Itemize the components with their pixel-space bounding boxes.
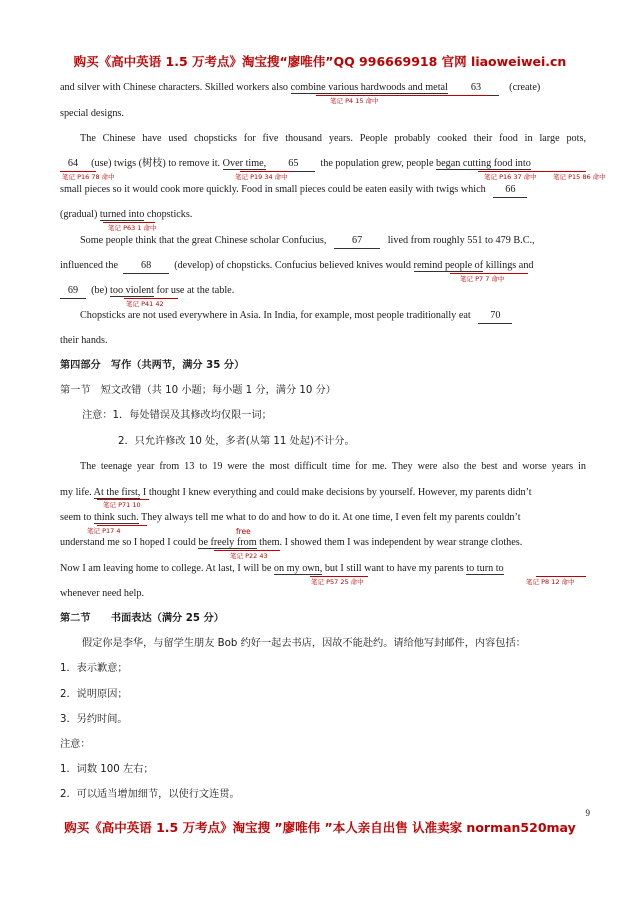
- cloze-line-2: special designs.: [60, 108, 124, 119]
- section4-sec1-title: 第一节 短文改错（共 10 小题；每小题 1 分，满分 10 分）: [60, 385, 336, 396]
- blank-69: 69: [60, 284, 86, 299]
- cloze-line-3: The Chinese have used chopsticks for five thousand years. People probably cooked their food in large pots,: [80, 133, 586, 144]
- margin-note: 笔记 P17 4: [87, 527, 121, 535]
- correction-note: free: [236, 527, 251, 536]
- blank-67: 67: [334, 234, 380, 249]
- section2-title: 第二节 书面表达（满分 25 分）: [60, 613, 224, 624]
- blank-66: 66: [493, 183, 527, 198]
- blank-65: 65: [271, 157, 315, 172]
- margin-note: 笔记 P41 42: [126, 300, 164, 308]
- highlighted-phrase: combine various hardwoods and metal: [290, 82, 448, 93]
- blank-64: 64: [60, 157, 86, 172]
- margin-note: 笔记 P15 86 命中: [553, 173, 606, 181]
- margin-note: 笔记 P57 25 命中: [311, 578, 364, 586]
- cloze-line-1: and silver with Chinese characters. Skilled workers also combine various hardwoods and metal 63 (create): [60, 81, 586, 96]
- margin-note: 笔记 P63 1 命中: [108, 224, 157, 232]
- cloze-line-10: Chopsticks are not used everywhere in Asia. In India, for example, most people traditionally eat 70: [80, 309, 586, 324]
- margin-note: 笔记 P22 43: [230, 552, 268, 560]
- margin-note: 笔记 P19 34 命中: [235, 173, 288, 181]
- cloze-line-5: small pieces so it would cook more quickly. Food in small pieces could be eaten easily with twigs which 66: [60, 183, 586, 198]
- cloze-line-9: 69 (be) too violent for use at the table.: [60, 284, 586, 299]
- blank-70: 70: [478, 309, 512, 324]
- essay-line-4: understand me so I hoped I could be freely from them. I showed them I was independent by wear strange clothes.: [60, 537, 523, 548]
- margin-note: 笔记 P8 12 命中: [526, 578, 575, 586]
- page-number: 9: [585, 808, 590, 818]
- promo-banner-bottom: 购买《高中英语 1.5 万考点》淘宝搜 ”廖唯伟 ”本人亲自出售 认准卖家 norman520may: [64, 820, 576, 835]
- margin-note: 笔记 P4 15 命中: [330, 97, 379, 105]
- essay-line-2: my life. At the first, I thought I knew everything and could make decisions by yourself. However, my parents didn’t: [60, 487, 532, 498]
- promo-banner-top: 购买《高中英语 1.5 万考点》淘宝搜“廖唯伟”QQ 996669918 官网 liaoweiwei.cn: [73, 54, 567, 69]
- margin-note: 笔记 P7 7 命中: [460, 275, 505, 283]
- margin-note: 笔记 P16 78 命中: [62, 173, 115, 181]
- blank-63: 63: [453, 81, 499, 96]
- prompt-item: 1．表示歉意；: [60, 663, 128, 674]
- essay-line-1: The teenage year from 13 to 19 were the most difficult time for me. They were also the best and worse years in: [80, 461, 586, 472]
- notice-label: 注意：: [60, 739, 91, 750]
- cloze-line-4: 64 (use) twigs (树枝) to remove it. Over time, 65 the population grew, people began cutting food into: [60, 157, 586, 172]
- instruction-note-1: 注意：1．每处错误及其修改均仅限一词；: [82, 410, 272, 421]
- cloze-line-6: (gradual) turned into chopsticks.: [60, 209, 193, 220]
- margin-note: 笔记 P16 37 命中: [484, 173, 537, 181]
- essay-line-5: Now I am leaving home to college. At last, I will be on my own, but I still want to have my parents to turn to: [60, 563, 504, 574]
- writing-prompt: 假定你是李华，与留学生朋友 Bob 约好一起去书店，因故不能赴约。请给他写封邮件，内容包括：: [82, 638, 526, 649]
- notice-item: 2．可以适当增加细节，以使行文连贯。: [60, 789, 240, 800]
- essay-line-3: seem to think such. They always tell me what to do and how to do it. At one time, I even felt my parents couldn’t: [60, 512, 521, 523]
- cloze-line-11: their hands.: [60, 335, 108, 346]
- margin-note: 笔记 P71 10: [103, 501, 141, 509]
- blank-68: 68: [123, 259, 169, 274]
- notice-item: 1．词数 100 左右；: [60, 764, 154, 775]
- prompt-item: 3．另约时间。: [60, 714, 128, 725]
- instruction-note-2: 2．只允许修改 10 处，多者(从第 11 处起)不计分。: [118, 436, 355, 447]
- essay-line-6: whenever need help.: [60, 588, 145, 599]
- section4-title: 第四部分 写作（共两节，满分 35 分）: [60, 360, 245, 371]
- prompt-item: 2．说明原因；: [60, 689, 128, 700]
- cloze-line-8: influenced the 68 (develop) of chopsticks. Confucius believed knives would remind people of killings and: [60, 259, 586, 274]
- cloze-line-7: Some people think that the great Chinese scholar Confucius, 67 lived from roughly 551 to 479 B.C.,: [80, 234, 586, 249]
